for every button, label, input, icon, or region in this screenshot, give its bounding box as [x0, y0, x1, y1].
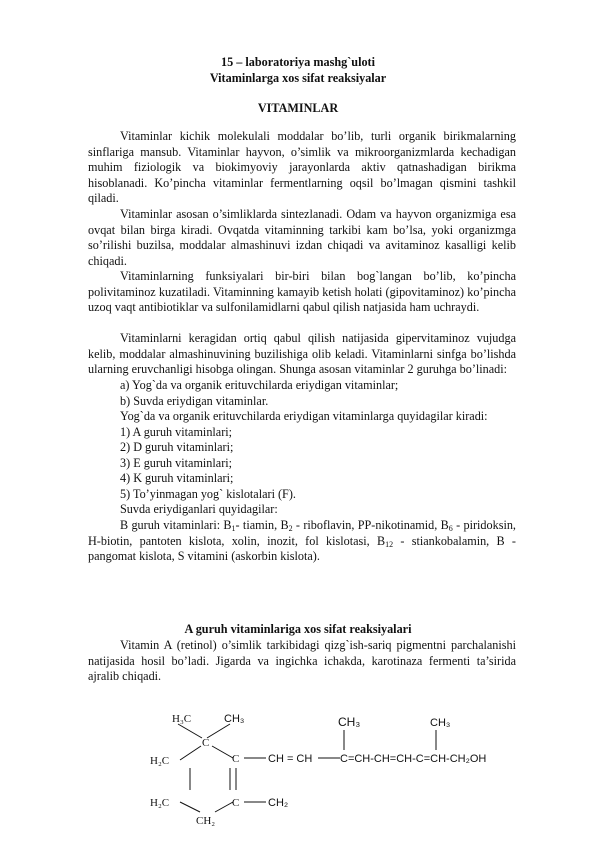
- section-title: VITAMINLAR: [257, 101, 339, 115]
- ch-eq-ch-label: CH = CH: [268, 753, 313, 765]
- list-item: 5) To’yinmagan yog` kislotalari (F).: [120, 487, 296, 501]
- b-group-paragraph: B guruh vitaminlari: $B_1-$ tiamin, $B_2$ - riboflavin, PP-nikotinamid, $B_6$ - piridoksin, H-biotin, pantoten kislota, xolin, inozit, fol kislotasi, $B_{12}$ - stiankobalamin, B - pangomat kislota, S vitamini (askorbin kislota).: [88, 518, 516, 564]
- carbon-label: C: [202, 737, 210, 749]
- group-a-item: a) Yog`da va organik erituvchilarda eriydigan vitaminlar;: [120, 378, 399, 392]
- list-item: 4) K guruh vitaminlari;: [120, 471, 234, 485]
- h2c-label: H₂C: [150, 797, 170, 809]
- document-subtitle: Vitaminlarga xos sifat reaksiyalar: [209, 71, 387, 85]
- paragraph-1: Vitaminlar kichik molekulali moddalar bo’lib, turli organik birikmalarning sinflariga mansub. Vitaminlar hayvon, o’simlik va mikroorganizmlarda kechadigan muhim fiziologik va biokimyoviy jarayonlarda aktiv qatnashadigan birikma hisoblanadi. Ko’pincha vitaminlar fermentlarning oqsil bo’lmagan qismini tashkil qiladi.: [88, 129, 516, 206]
- ch3-label: CH₃: [224, 713, 245, 725]
- lab-title: 15 – laboratoriya mashg`uloti: [220, 55, 376, 69]
- list-item: 3) E guruh vitaminlari;: [120, 456, 233, 470]
- fat-soluble-intro: Yog`da va organik erituvchilarda eriydigan vitaminlarga quyidagilar kiradi:: [120, 409, 488, 423]
- h2c-label: H₂C: [150, 755, 170, 767]
- paragraph-2: Vitaminlar asosan o’simliklarda sintezlanadi. Odam va hayvon organizmiga esa ovqat bilan birga kiradi. Ovqatda vitaminning tarkibi kam bo’lsa, yoki organizmga so’rilishi buzilsa, moddalar almashinuvi izdan chiqadi va avitaminoz kasalligi kelib chiqadi.: [88, 207, 516, 268]
- section-a-paragraph: Vitamin A (retinol) o’simlik tarkibidagi qizg`ish-sariq pigmentni parchalanishi natijasida hosil bo’ladi. Jigarda va ingichka ichakda, karotinaza fermenti ta’sirida ajralib chiqadi.: [88, 638, 516, 684]
- retinol-structural-formula: [140, 708, 520, 838]
- water-soluble-intro: Suvda eriydiganlari quyidagilar:: [120, 502, 278, 516]
- group-b-item: b) Suvda eriydigan vitaminlar.: [120, 394, 269, 408]
- list-item: 1) A guruh vitaminlari;: [120, 425, 233, 439]
- section-a-heading: A guruh vitaminlariga xos sifat reaksiyalari: [184, 622, 412, 636]
- ch3-label: CH₃: [338, 715, 361, 729]
- ch2-label: CH₂: [268, 797, 289, 809]
- ch2-label: CH₂: [196, 815, 216, 827]
- carbon-label: C: [232, 797, 240, 809]
- list-item: 2) D guruh vitaminlari;: [120, 440, 234, 454]
- h3c-label: H₃C: [172, 713, 192, 725]
- polyene-chain-label: C=CH-CH=CH-C=CH-CH₂OH: [340, 753, 487, 765]
- paragraph-4: Vitaminlarni keragidan ortiq qabul qilish natijasida gipervitaminoz vujudga kelib, moddalar almashinuvining buzilishiga olib keladi. Vitaminlarni sinfga bo’lishda ularning eruvchanligi hisobga olingan. Shunga asosan vitaminlar 2 guruhga bo’linadi:: [88, 331, 516, 377]
- paragraph-3: Vitaminlarning funksiyalari bir-biri bilan bog`langan bo’lib, ko’pincha polivitaminoz kuzatiladi. Vitaminning kamayib ketish holati (gipovitaminoz) ko’pincha uzoq vaqt antibiotiklar va sulfonilamidlarni qabul qilish natjasida ham uchraydi.: [88, 269, 516, 315]
- ch3-label: CH₃: [430, 717, 451, 729]
- carbon-label: C: [232, 753, 240, 765]
